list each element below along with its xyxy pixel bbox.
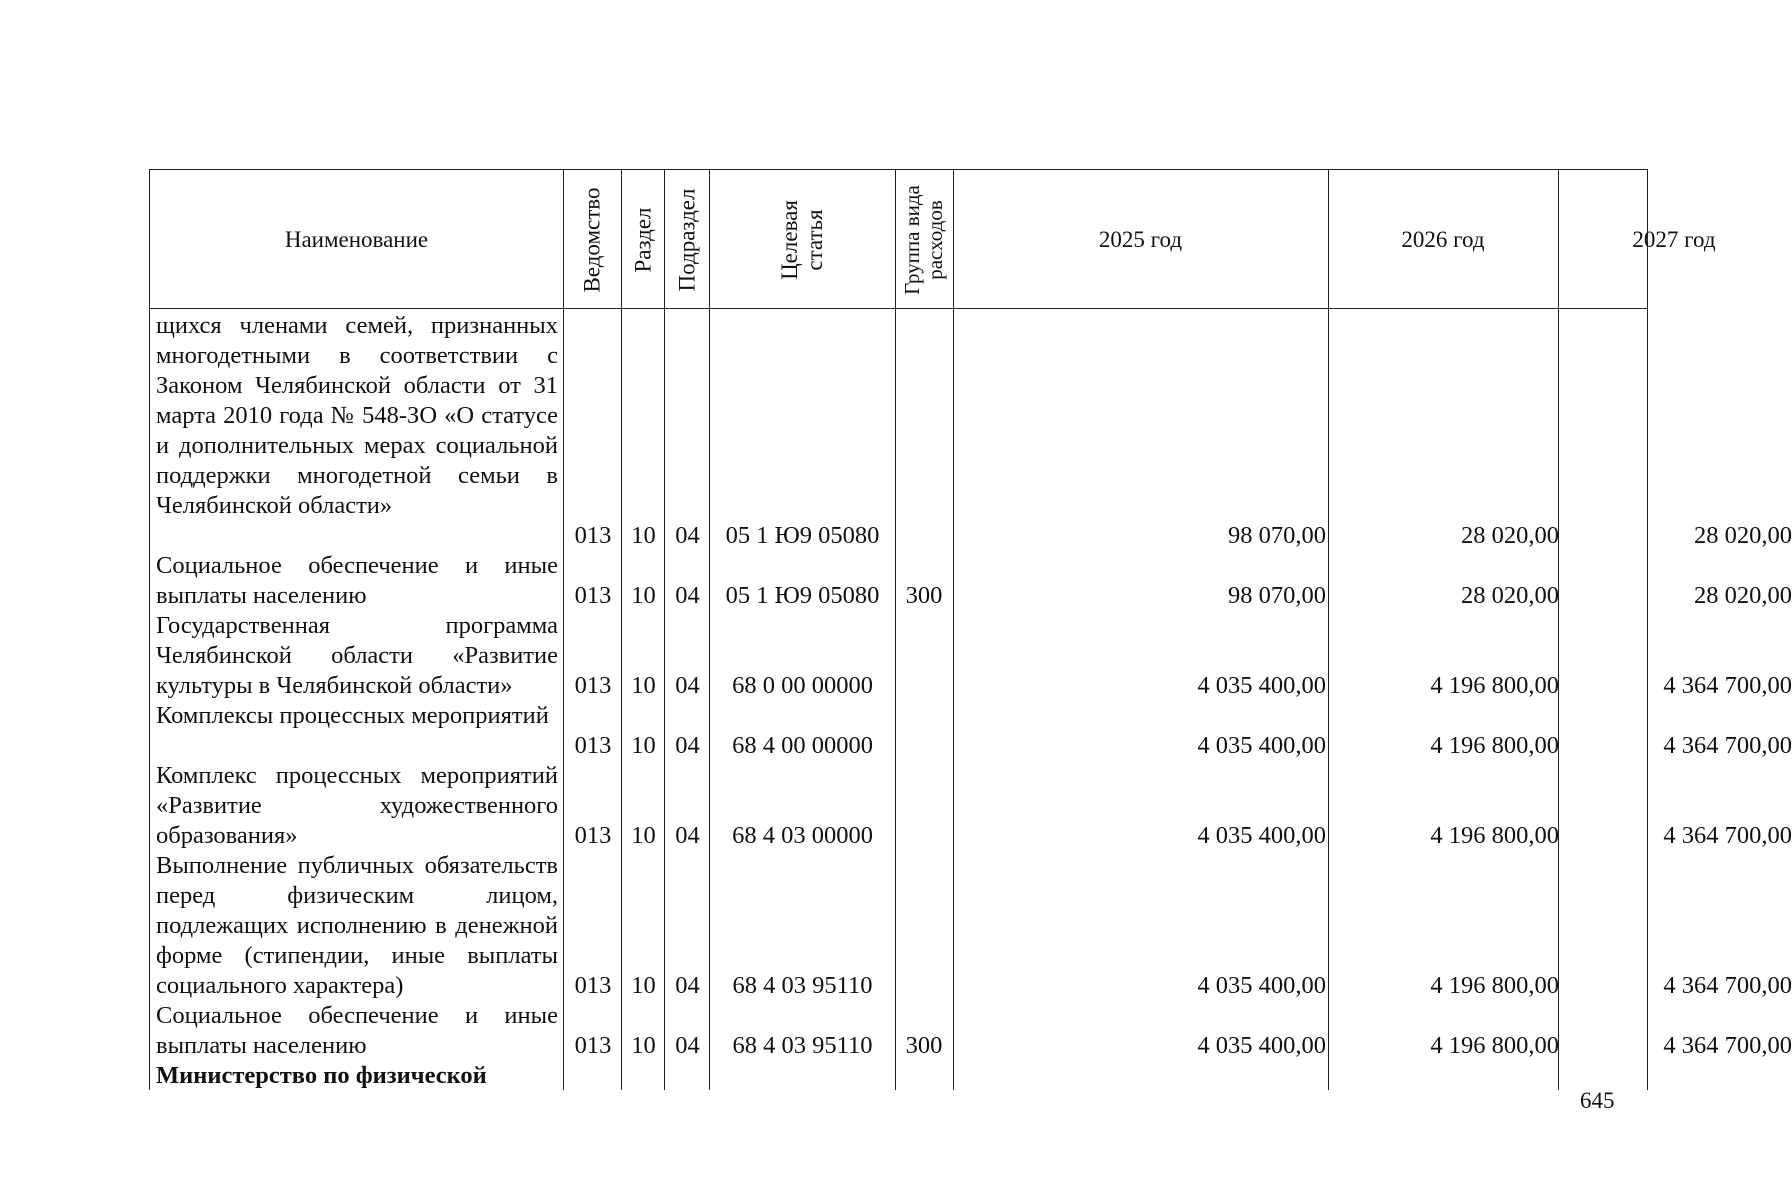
row-celevaya: 05 1 Ю9 05080 (725, 582, 880, 609)
row-podrazdel: 04 (675, 822, 700, 849)
row-vedomstvo: 013 (574, 672, 612, 699)
row-vedomstvo: 013 (574, 732, 612, 759)
row-name: Комплексы процессных мероприятий (156, 702, 549, 729)
row-name: Выполнение публичных обязательств перед физическим лицом, подлежащих исполнению в денежной форме (стипендии, иные выплаты социального характера) (156, 852, 558, 999)
header-2026-label: 2026 год (1401, 226, 1485, 252)
header-vedomstvo (563, 170, 621, 309)
page-number: 645 (1580, 1088, 1615, 1113)
row-podrazdel: 04 (675, 672, 700, 699)
row-gruppa: 300 (905, 1032, 943, 1059)
header-razdel (621, 170, 664, 309)
header-2027-cell (1558, 170, 1790, 309)
row-vedomstvo: 013 (574, 972, 612, 999)
row-2027: 4 364 700,00 (1663, 732, 1792, 759)
row-2025: 98 070,00 (1228, 582, 1326, 609)
header-celevaya-label (777, 200, 827, 280)
row-vedomstvo: 013 (574, 822, 612, 849)
row-podrazdel: 04 (675, 972, 700, 999)
row-2025: 4 035 400,00 (1197, 972, 1326, 999)
row-celevaya: 68 4 03 95110 (732, 972, 873, 999)
row-2025: 98 070,00 (1228, 522, 1326, 549)
header-celevaya-line1: Целевая (777, 199, 802, 280)
row-razdel: 10 (631, 582, 656, 609)
header-gruppa-label (901, 185, 947, 295)
row-2025: 4 035 400,00 (1197, 1032, 1326, 1059)
header-gruppa-line2: расходов (923, 199, 947, 280)
row-2025: 4 035 400,00 (1197, 732, 1326, 759)
row-2026: 28 020,00 (1461, 582, 1559, 609)
header-razdel-label: Раздел (630, 206, 655, 273)
header-gruppa (895, 170, 953, 309)
header-podrazdel-label: Подраздел (674, 188, 699, 291)
row-celevaya: 68 4 03 95110 (732, 1032, 873, 1059)
row-podrazdel: 04 (675, 1032, 700, 1059)
header-celevaya-line2: статья (802, 208, 827, 271)
row-2027: 28 020,00 (1694, 582, 1792, 609)
row-razdel: 10 (631, 732, 656, 759)
row-celevaya: 68 0 00 00000 (732, 672, 873, 699)
header-name (150, 170, 563, 309)
header-name-label: Наименование (284, 226, 429, 252)
header-gruppa-line1: Группа вида (900, 184, 924, 295)
row-name-ministry: Министерство по физической (156, 1062, 487, 1089)
row-2026: 4 196 800,00 (1430, 672, 1559, 699)
row-2025: 4 035 400,00 (1197, 822, 1326, 849)
row-2026: 4 196 800,00 (1430, 822, 1559, 849)
row-2026: 4 196 800,00 (1430, 972, 1559, 999)
row-celevaya: 68 4 03 00000 (732, 822, 873, 849)
header-2025 (953, 170, 1328, 309)
row-2027: 4 364 700,00 (1663, 822, 1792, 849)
row-razdel: 10 (631, 1032, 656, 1059)
row-name: Социальное обеспечение и иные выплаты населению (156, 1002, 558, 1059)
row-celevaya: 05 1 Ю9 05080 (725, 522, 880, 549)
row-razdel: 10 (631, 822, 656, 849)
budget-table (149, 169, 1792, 1090)
row-razdel: 10 (631, 972, 656, 999)
row-podrazdel: 04 (675, 522, 700, 549)
row-razdel: 10 (631, 522, 656, 549)
row-2026: 4 196 800,00 (1430, 732, 1559, 759)
row-podrazdel: 04 (675, 732, 700, 759)
row-2027: 4 364 700,00 (1663, 1032, 1792, 1059)
row-vedomstvo: 013 (574, 522, 612, 549)
row-2025: 4 035 400,00 (1197, 672, 1326, 699)
row-2027: 4 364 700,00 (1663, 972, 1792, 999)
header-2025-label: 2025 год (1098, 226, 1183, 252)
row-celevaya: 68 4 00 00000 (732, 732, 873, 759)
row-razdel: 10 (631, 672, 656, 699)
row-name: Государственная программа Челябинской области «Развитие культуры в Челябинской области» (156, 612, 558, 699)
row-2027: 4 364 700,00 (1663, 672, 1792, 699)
row-2026: 4 196 800,00 (1430, 1032, 1559, 1059)
row-name: Комплекс процессных мероприятий «Развитие художественного образования» (156, 762, 558, 849)
row-vedomstvo: 013 (574, 582, 612, 609)
row-gruppa: 300 (905, 582, 943, 609)
header-vedomstvo-label: Ведомство (579, 186, 605, 293)
row-name: Социальное обеспечение и иные выплаты населению (156, 552, 558, 609)
header-2026 (1328, 170, 1558, 309)
row-2026: 28 020,00 (1461, 522, 1559, 549)
row-vedomstvo: 013 (574, 1032, 612, 1059)
row-podrazdel: 04 (675, 582, 700, 609)
header-2027-label: 2027 год (1632, 226, 1716, 252)
header-celevaya (709, 170, 895, 309)
row-2027: 28 020,00 (1694, 522, 1792, 549)
header-podrazdel (664, 170, 709, 309)
row-name: щихся членами семей, признанных многодетными в соответствии с Законом Челябинской области от 31 марта 2010 года № 548-ЗО «О статусе и дополнительных мерах социальной поддержки многодетной семьи в Челябинской области» (156, 312, 558, 519)
